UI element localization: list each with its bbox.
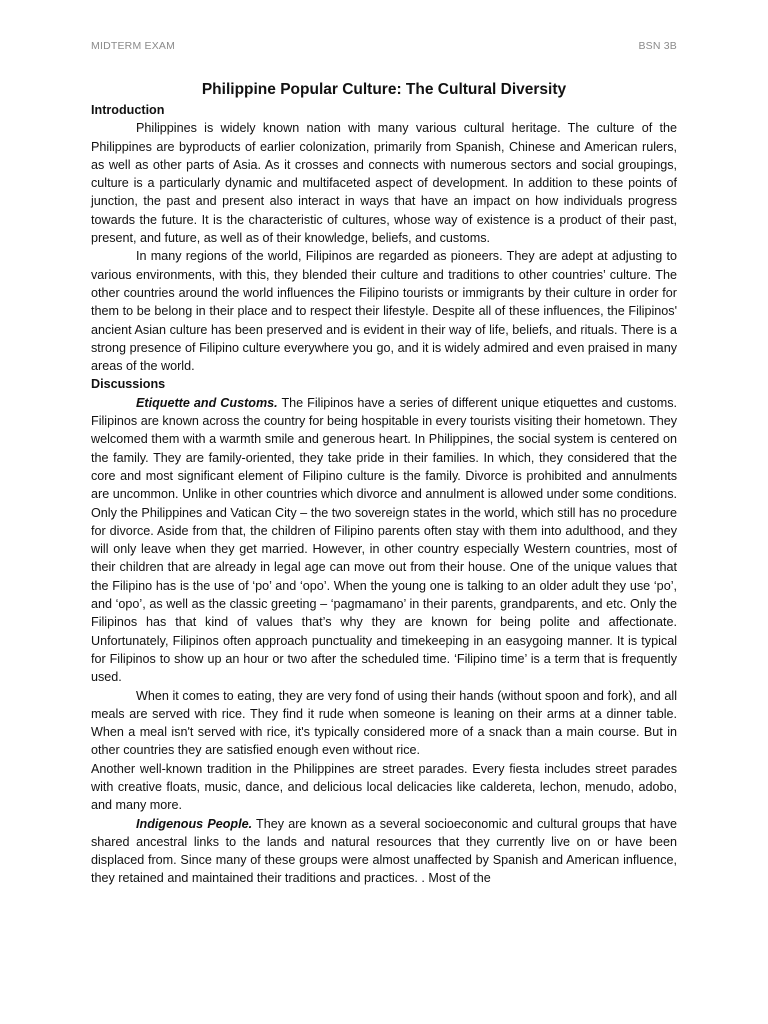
header-section-label: BSN 3B: [638, 40, 677, 52]
introduction-heading: Introduction: [91, 103, 165, 117]
introduction-paragraph-1: Philippines is widely known nation with many various cultural heritage. The culture of the Philippines are byproducts of earlier colonization, primarily from Spanish, Chinese and American rulers, as well as other parts of Asia. As it crosses and connects with numerous sectors and social groupings, culture is a particularly dynamic and multifaceted aspect of development. In addition to these points of junction, the past and present also interact in ways that have an impact on how individuals progress towards the future. It is the characteristic of cultures, whose way of existence is a product of their past, present, and future, as well as of their knowledge, beliefs, and customs.: [91, 121, 677, 246]
eating-paragraph: When it comes to eating, they are very fond of using their hands (without spoon and fork), and all meals are served with rice. They find it rude when someone is leaning on their arms at a dinner table. When a meal isn't served with rice, it's typically considered more of a snack than a main course. But in other countries they are satisfied enough even without rice.: [91, 688, 677, 758]
indigenous-text: They are known as a several socioeconomic and cultural groups that have shared ancestral links to the lands and natural resources that they currently live on or have been displaced from. Since many of these groups were almost unaffected by Spanish and American influence, they retained and maintained their traditions and practices. . Most of the: [91, 816, 678, 886]
etiquette-paragraph: [91, 394, 677, 687]
document-title: Philippine Popular Culture: The Cultural Diversity: [201, 81, 567, 98]
etiquette-lead: Etiquette and Customs.: [136, 395, 278, 410]
discussions-heading: Discussions: [91, 377, 166, 392]
indigenous-paragraph: [91, 815, 677, 888]
introduction-paragraph-2: In many regions of the world, Filipinos are regarded as pioneers. They are adept at adjusting to various environments, with this, they blended their culture and traditions to other countries’ culture. The other countries around the world influences the Filipino tourists or immigrants by their culture in order for them to be belong in their place and to respect their lifestyle. Despite all of these influences, the Filipinos' ancient Asian culture has been preserved and is evident in their way of life, beliefs, and rituals. There is a strong presence of Filipino culture everywhere you go, and it is widely admired and even praised in many areas of the world.: [91, 249, 677, 374]
indigenous-lead: Indigenous People.: [136, 816, 253, 831]
header-exam-label: MIDTERM EXAM: [91, 40, 176, 52]
running-header: [91, 40, 677, 52]
parades-paragraph: Another well-known tradition in the Philippines are street parades. Every fiesta includes street parades with creative floats, music, dance, and delicious local delicacies like caldereta, lechon, menudo, adobo, and many more.: [91, 761, 677, 813]
etiquette-text: The Filipinos have a series of different unique etiquettes and customs. Filipinos are known across the country for being hospitable in every tourists visiting their hometown. They welcomed them with a warmth smile and generous heart. In Philippines, the social system is centered on the family. They are family-oriented, they take pride in their families. In which, they considered that the core and most significant element of Filipino culture is the family. Divorce is prohibited and annulments are uncommon. Unlike in other countries which divorce and annulment is allowed under some conditions. Only the Philippines and Vatican City – the two sovereign states in the world, which still has no procedure for divorce. Aside from that, the children of Filipino parents often stay with them into adulthood, and they will only leave when they get married. However, in other country especially Western countries, most of their children that are already in legal age can move out from their house. One of the unique values that the Filipino has is the use of ‘po’ and ‘opo’. When the young one is talking to an older adult they use ‘po’, and ‘opo’, as well as the classic greeting – ‘pagmamano’ in their parents, grandparents, and etc. Only the Filipinos has that kind of values that’s why they are known for being polite and affectionate. Unfortunately, Filipinos often approach punctuality and timekeeping in an easygoing manner. It is typical for Filipinos to show up an hour or two after the scheduled time. ‘Filipino time’ is a term that is frequently used.: [91, 395, 678, 685]
document-body: [91, 79, 677, 888]
